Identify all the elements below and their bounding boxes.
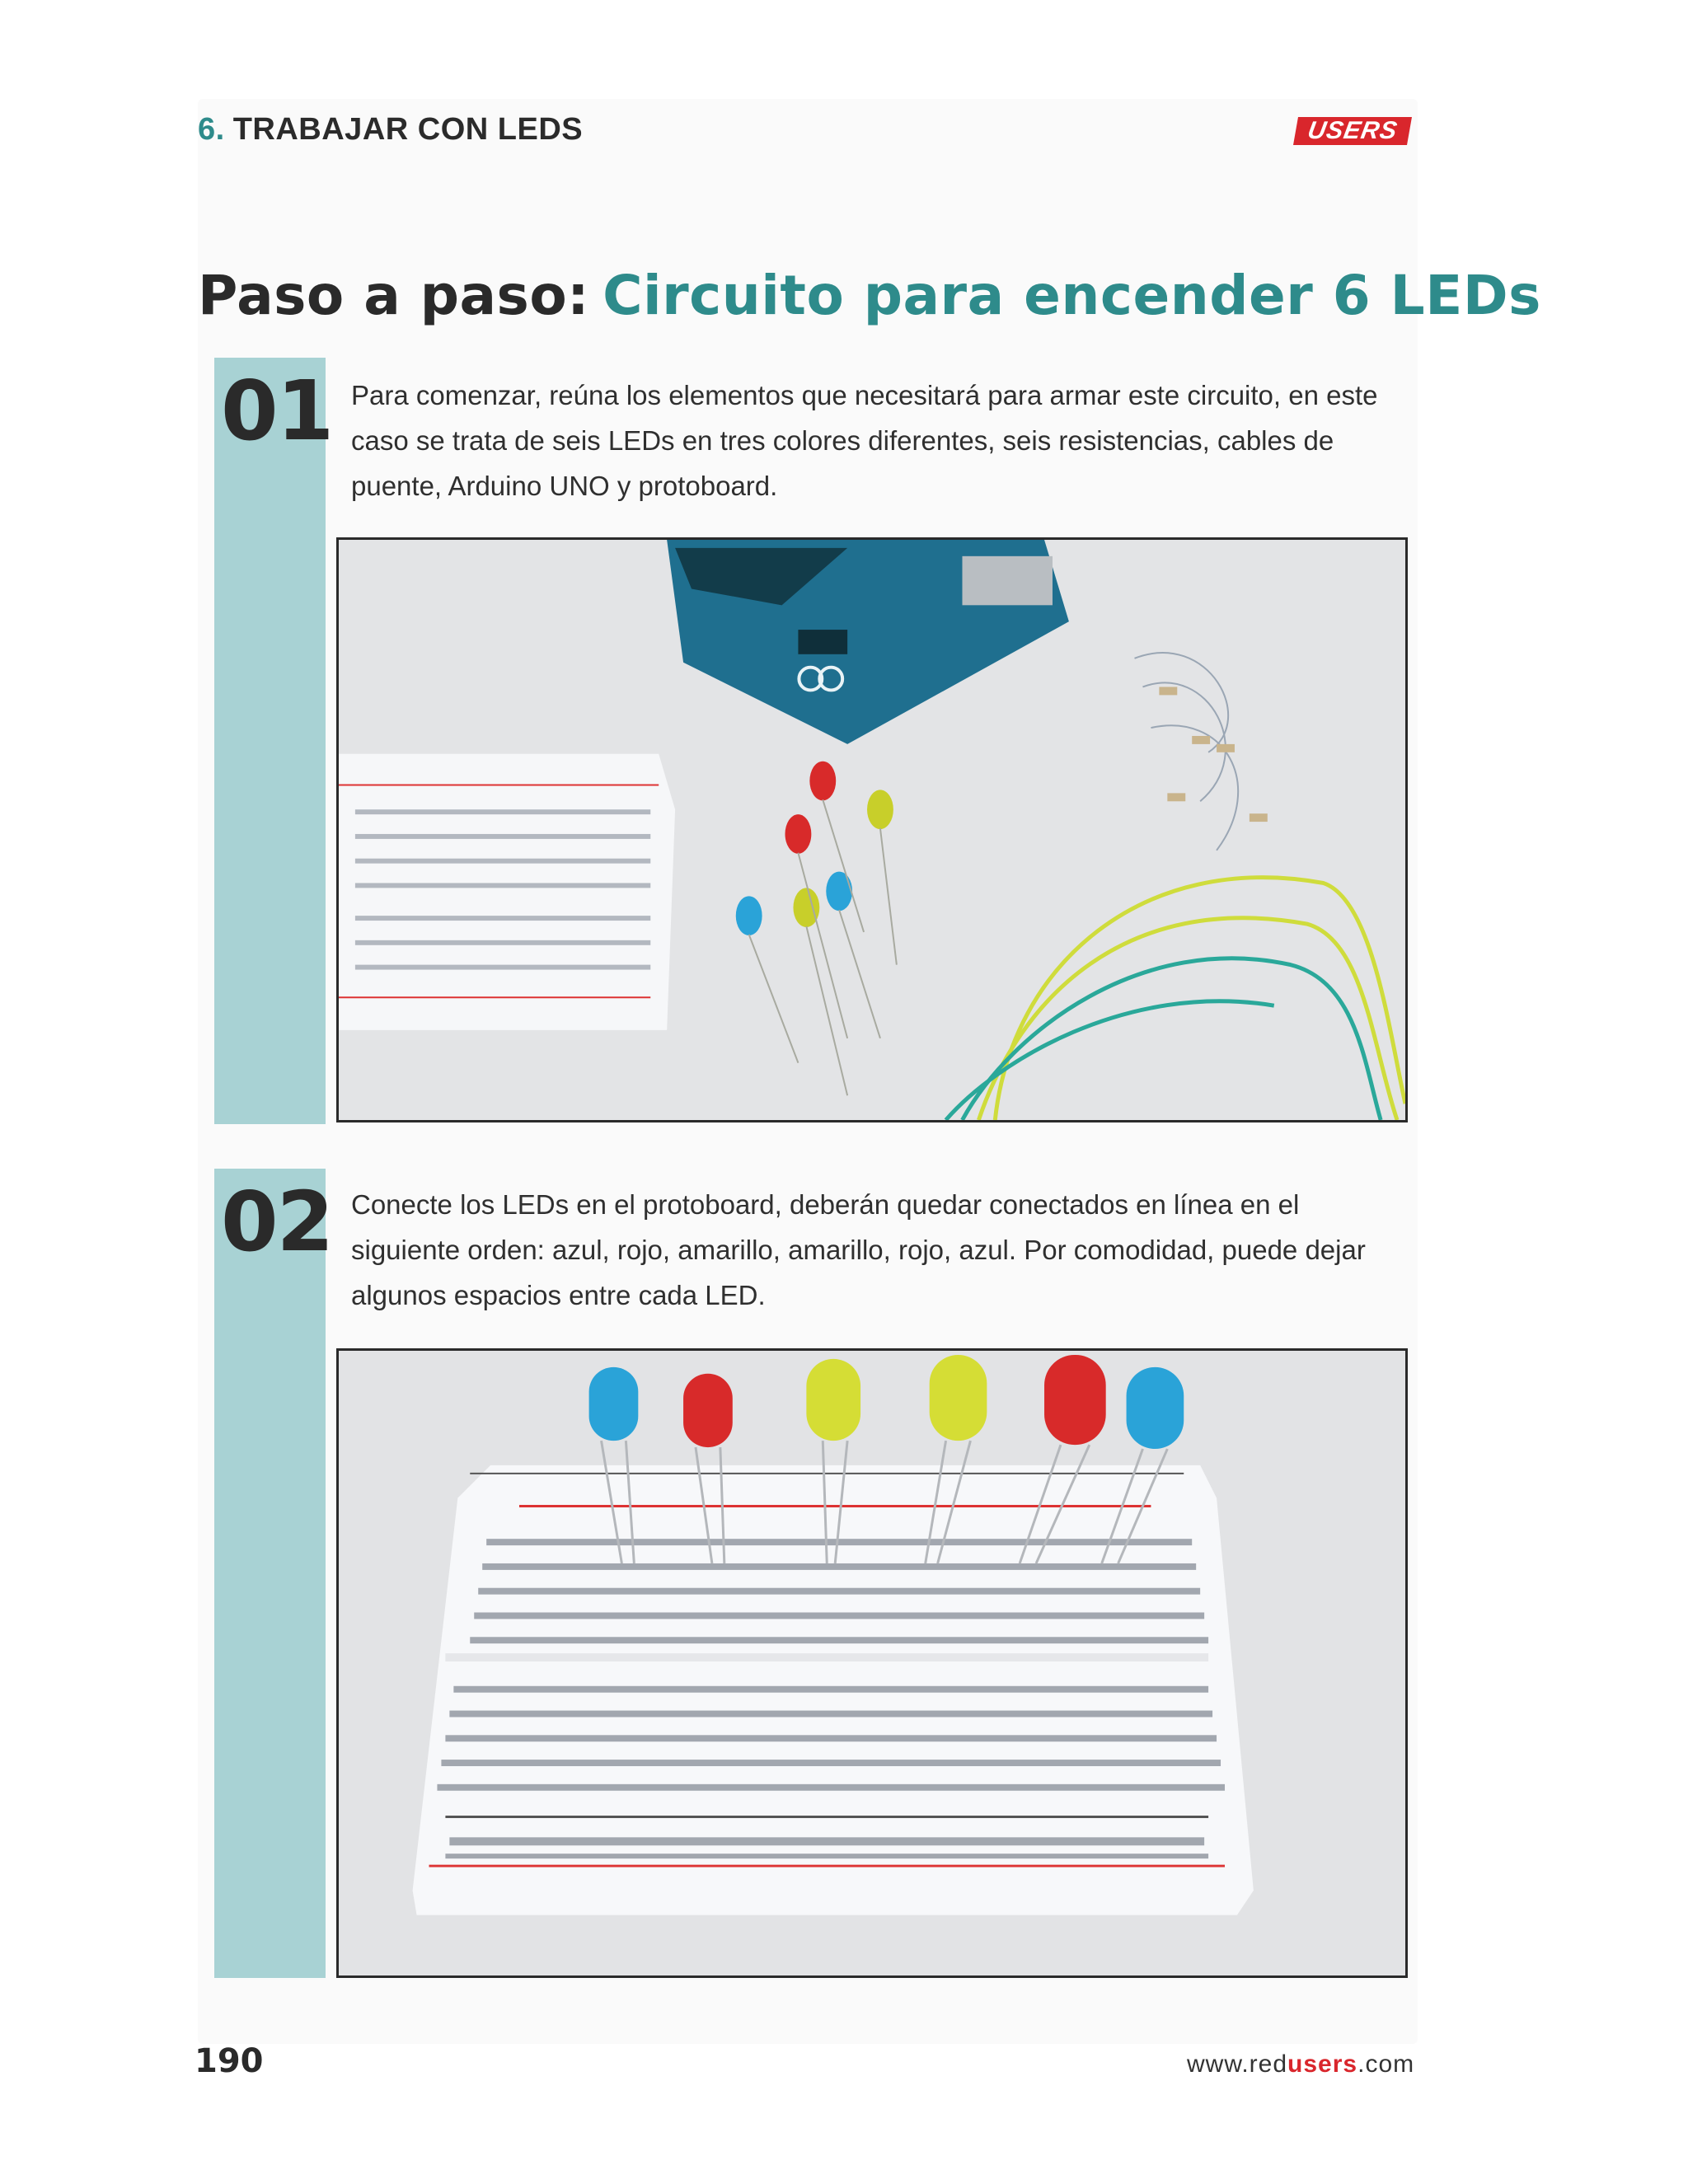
breadboard-leds-illustration (339, 1351, 1405, 1975)
chapter-title: TRABAJAR CON LEDS (232, 112, 584, 147)
chapter-number: 6. (198, 112, 225, 147)
chapter-header (198, 112, 583, 148)
site-url-suffix: .com (1357, 2050, 1415, 2078)
site-url-prefix: www.red (1187, 2050, 1288, 2078)
breadboard-icon (413, 1465, 1254, 1915)
step-01-bar (214, 358, 326, 1124)
step-01-number: 01 (221, 363, 333, 459)
site-url-accent: users (1287, 2050, 1358, 2078)
brand-logo: USERS (1293, 117, 1412, 145)
step-01-photo (336, 537, 1408, 1122)
breadboard-icon (339, 754, 675, 1030)
page-title (198, 264, 1541, 327)
page-title-lead: Paso a paso: (198, 264, 590, 327)
page-number: 190 (195, 2042, 264, 2080)
step-02-bar (214, 1169, 326, 1978)
step-02-text: Conecte los LEDs en el protoboard, deberán quedar conectados en línea en el siguiente orden: azul, rojo, amarillo, amarillo, rojo, azul. Por comodidad, puede dejar algunos espacios entre cada LED. (351, 1189, 1366, 1310)
site-url[interactable] (1187, 2050, 1415, 2079)
step-02-number: 02 (221, 1174, 333, 1270)
page-title-text: Circuito para encender 6 LEDs (603, 264, 1541, 327)
step-02-photo (336, 1348, 1408, 1978)
step-01-text: Para comenzar, reúna los elementos que necesitará para armar este circuito, en este caso se trata de seis LEDs en tres colores diferentes, seis resistencias, cables de puente, Arduino UNO y protoboard. (351, 380, 1378, 501)
components-illustration (339, 540, 1405, 1120)
